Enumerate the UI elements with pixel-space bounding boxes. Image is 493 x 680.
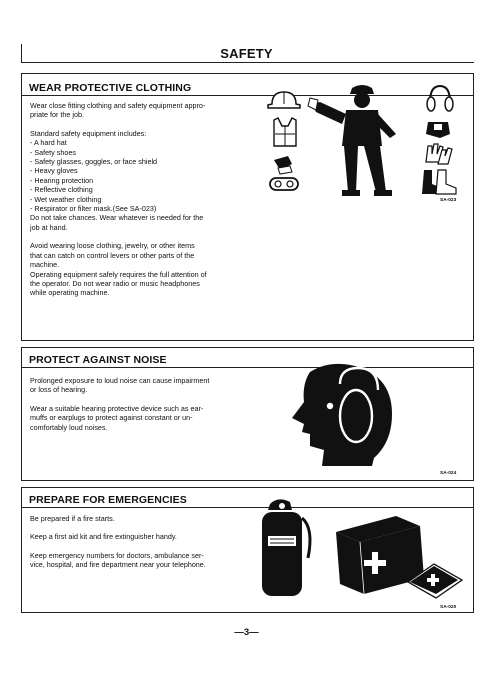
text-line: - Wet weather clothing: [30, 194, 102, 204]
text-line: - Respirator or filter mask.(See SA-023): [30, 204, 157, 214]
page-number: —3—: [234, 627, 259, 638]
text-line: - Safety shoes: [30, 147, 76, 157]
figure-code: SA-020: [440, 605, 457, 610]
heavy-gloves-icon: [274, 156, 292, 174]
text-line: job at hand.: [30, 222, 68, 232]
text-line: Prolonged exposure to loud noise can cause impairment: [30, 376, 210, 385]
text-line: - Reflective clothing: [30, 185, 93, 195]
text-line: Keep a first aid kit and fire extinguisher handy.: [30, 532, 177, 542]
fire-extinguisher-icon: [262, 499, 310, 596]
page-title: SAFETY: [220, 46, 273, 61]
section-rule: [22, 367, 473, 368]
text-line: or loss of hearing.: [30, 385, 88, 395]
worker-figure-icon: [308, 85, 396, 196]
work-gloves-icon: [426, 144, 452, 164]
safety-goggles-icon: [270, 178, 298, 190]
hard-hat-icon: [268, 92, 300, 108]
section-body: [30, 514, 262, 570]
text-line: Wear close fitting clothing and safety equipment appro-: [30, 101, 206, 110]
hearing-protection-illustration: [292, 362, 402, 466]
text-line: Be prepared if a fire starts.: [30, 514, 115, 523]
text-line: - Hearing protection: [30, 175, 94, 185]
figure-code: SA-024: [440, 471, 457, 476]
text-line: the operator. Do not wear radio or music headphones: [30, 278, 200, 288]
text-line: - Heavy gloves: [30, 166, 78, 176]
reflective-vest-icon: [274, 118, 296, 146]
section-emergencies: [21, 487, 474, 613]
safety-boots-icon: [422, 170, 456, 194]
text-line: Avoid wearing loose clothing, jewelry, or other items: [30, 241, 195, 251]
text-line: - A hard hat: [30, 138, 67, 148]
text-line: Do not take chances. Wear whatever is needed for the: [30, 213, 204, 223]
text-line: - Safety glasses, goggles, or face shield: [30, 157, 158, 167]
text-line: Wear a suitable hearing protective device such as ear-: [30, 403, 204, 413]
section-title: PROTECT AGAINST NOISE: [29, 354, 167, 366]
text-line: vice, hospital, and fire department near your telephone.: [30, 560, 206, 570]
text-line: while operating machine.: [30, 288, 110, 298]
text-line: Operating equipment safely requires the full attention of: [30, 269, 207, 279]
text-line: muffs or earplugs to protect against constant or un-: [30, 413, 193, 423]
figure-code: SA-023: [440, 198, 457, 203]
section-title: PREPARE FOR EMERGENCIES: [29, 494, 187, 506]
section-protective-clothing: [21, 73, 474, 341]
text-line: priate for the job.: [30, 110, 84, 120]
section-noise: [21, 347, 474, 481]
text-line: Standard safety equipment includes:: [30, 128, 147, 138]
protective-equipment-illustration: [264, 80, 464, 204]
text-line: machine.: [30, 260, 60, 270]
text-line: comfortably loud noises.: [30, 422, 108, 432]
emergency-equipment-illustration: [256, 498, 466, 604]
respirator-icon: [426, 122, 450, 138]
text-line: Keep emergency numbers for doctors, ambulance ser-: [30, 550, 204, 560]
earmuffs-icon: [427, 86, 453, 111]
section-body: [30, 101, 262, 298]
section-body: [30, 376, 262, 432]
text-line: that can catch on control levers or other parts of the: [30, 250, 195, 260]
section-title: WEAR PROTECTIVE CLOTHING: [29, 82, 192, 94]
